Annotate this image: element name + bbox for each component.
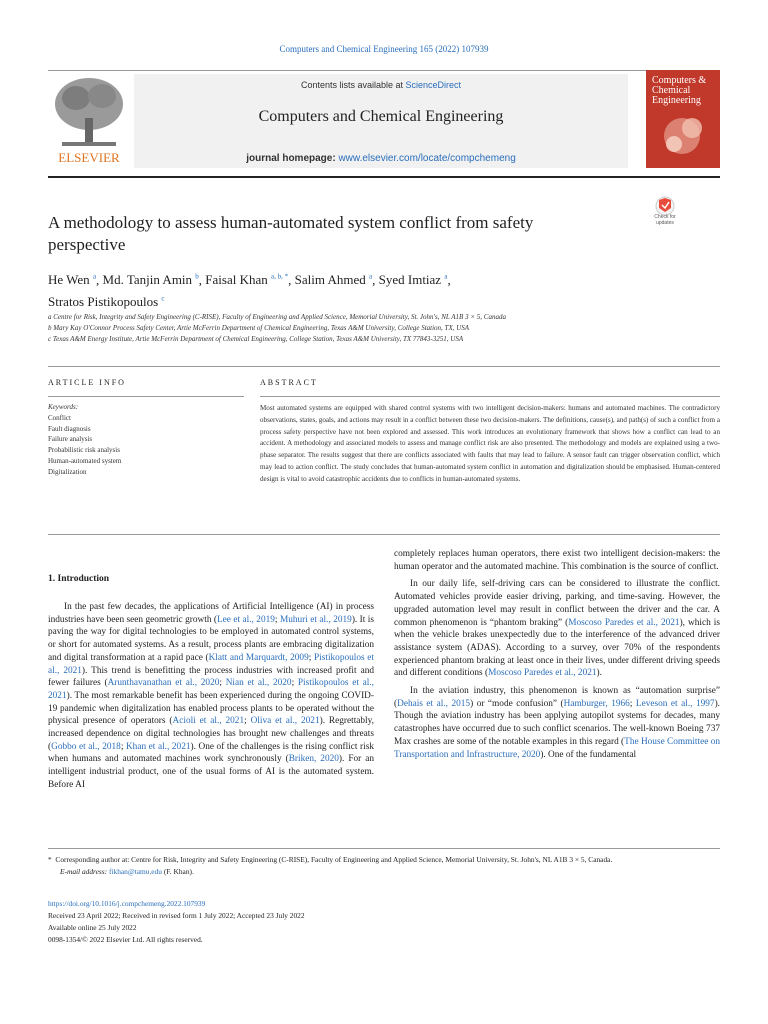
citation-link[interactable]: Nian et al., 2020 — [225, 678, 292, 689]
body-text: ) or “mode confusion” ( — [470, 698, 564, 709]
citation-link[interactable]: Arunthavanathan et al., 2020 — [107, 678, 220, 689]
body-column-right — [394, 548, 720, 766]
body-paragraph — [394, 548, 720, 573]
copyright: 0098-1354/© 2022 Elsevier Ltd. All rights reserved. — [48, 935, 203, 944]
body-column-left — [48, 601, 374, 797]
keyword: Fault diagnosis — [48, 424, 91, 433]
citation-link[interactable]: Lee et al., 2019 — [217, 614, 275, 625]
publication-history — [48, 898, 720, 946]
citation-link[interactable]: Klatt and Marquardt, 2009 — [208, 652, 309, 663]
citation-link[interactable]: Pistikopoulos et al., 2021 — [48, 652, 374, 676]
keywords-block — [48, 402, 248, 478]
email-link[interactable]: fikhan@tamu.edu — [109, 867, 162, 876]
body-text: ). The most remarkable benefit has been experienced during the ongoing COVID-19 pandemic when digitalization has enabled process plants to be operated without the physical presence of operators ( — [48, 690, 374, 727]
body-paragraph — [394, 685, 720, 761]
body-text: ). It is paving the way for digital technologies to be employed in automated control systems, or short for automated systems. As a result, process plants are embracing digitalization and digital transformation at a rapid pace ( — [48, 614, 374, 663]
body-text: ). For an intelligent industrial product, one of the usual forms of AI is the automated system. Before AI — [48, 754, 374, 790]
article-info-rule — [48, 396, 244, 397]
keyword: Digitalization — [48, 467, 87, 476]
homepage-prefix: journal homepage: — [246, 153, 339, 164]
journal-title: Computers and Chemical Engineering — [258, 108, 504, 125]
homepage-link[interactable]: www.elsevier.com/locate/compchemeng — [338, 153, 516, 164]
citation-link[interactable]: Khan et al., 2021 — [125, 741, 191, 752]
corresponding-author-footnote — [48, 854, 720, 878]
citation-link[interactable]: Moscoso Paredes et al., 2021 — [568, 617, 680, 628]
body-text: ; — [308, 652, 314, 663]
elsevier-logo — [48, 74, 130, 168]
header-divider-bottom — [48, 176, 720, 178]
abstract-rule — [260, 396, 720, 397]
author[interactable]: Faisal Khan $^{a, b, *}$ — [205, 272, 289, 288]
body-text: ), which is when the vehicle brakes unexpectedly due to the interference of the advanced driver assistance system (ADAS). According to a survey, over 70% of the respondents experienced phantom braking at least once in their lives, under different driving speeds and different conditions ( — [394, 617, 720, 679]
citation-link[interactable]: Leveson et al., 1997 — [635, 698, 715, 709]
keyword: Probabilistic risk analysis — [48, 446, 120, 455]
keyword: Failure analysis — [48, 435, 93, 444]
affiliation: c Texas A&M Energy Institute, Artie McFerrin Department of Chemical Engineering, College Station, Texas A&M University, TX 77843-3251, USA — [48, 335, 464, 343]
received-dates: Received 23 April 2022; Received in revised form 1 July 2022; Accepted 23 July 2022 — [48, 911, 305, 920]
author[interactable]: He Wen $^a$ — [48, 272, 97, 288]
citation-link[interactable]: Oliva et al., 2021 — [250, 716, 320, 727]
doi-link[interactable]: https://doi.org/10.1016/j.compchemeng.2022.107939 — [48, 899, 206, 908]
sciencedirect-link[interactable]: ScienceDirect — [405, 80, 462, 90]
citation-link[interactable]: Moscoso Paredes et al., 2021 — [488, 668, 597, 679]
available-online: Available online 25 July 2022 — [48, 923, 137, 932]
body-text: ; — [244, 716, 251, 727]
abstract-text: Most automated systems are equipped with shared control systems with two intelligent decision-makers: humans and automated machines. The contradictory observations, states, goals, and actions may result in a conflict between these two decision-makers. The definitions, cause(s), and path(s) of such a conflict from a process safety perspective have not been explored and assessed. This work introduces an evolutionary framework that shows how a conflict can lead to an accident. A methodology and associated models to assess and manage conflict risk are also presented. The methodology and models are explained using a two-phase separator. The results suggest that there are conflicts associated with faults that may lead to failure. A sensor fault can trigger observation conflict, which may lead to action conflict. The study concludes that human-automated system conflict in automation and digitalization should be emphasised. Human-centered design is vital to avoid catastrophic accidents due to conflicts in human-automated systems. — [260, 404, 720, 483]
section-heading-introduction: 1. Introduction — [48, 574, 110, 584]
citation-link[interactable]: Acioli et al., 2021 — [172, 716, 245, 727]
email-label: E-mail address: — [60, 867, 109, 876]
body-text: In the aviation industry, this phenomenon is known as “automation surprise” ( — [394, 686, 720, 709]
journal-cover-image[interactable] — [646, 70, 720, 168]
homepage-line — [134, 153, 628, 164]
abstract-heading: ABSTRACT — [260, 378, 318, 387]
check-for-updates-label: Check for updates — [654, 214, 676, 226]
body-text: ). Though the aviation industry has been applying autopilot systems for decades, many catastrophes have occurred due to such conflict scenarios. The well-known Boeing 737 Max crashes are some of the notable examples in this regard ( — [394, 698, 720, 747]
body-text: In our daily life, self-driving cars can be considered to illustrate the conflict. Automated vehicles provide easier driving, parking, and time-saving. However, the upgraded automation level may result in conflict between the driver and the car. A common phenomenon is “phantom braking” ( — [394, 579, 720, 628]
body-text: ; — [219, 678, 226, 689]
author[interactable]: Syed Imtiaz $^a$ — [378, 272, 448, 288]
body-text: ; — [629, 698, 636, 709]
citation-link[interactable]: Muhuri et al., 2019 — [279, 614, 352, 625]
corresponding-author-text: Corresponding author at: Centre for Risk, Integrity and Safety Engineering (C-RISE), Faculty of Engineering and Applied Science, Memorial University, St. John's, NL A1B 3 × 5, Canada. — [55, 855, 613, 864]
citation-link[interactable]: Briken, 2020 — [288, 754, 339, 765]
author-list: He Wen $^a$, Md. Tanjin Amin $^b$, Faisal Khan $^{a, b, *}$, Salim Ahmed $^a$, Syed Imtiaz $^a$, Stratos Pistikopoulos $^c$ — [48, 272, 451, 309]
cover-title: Computers & Chemical Engineering — [652, 75, 707, 106]
citation-link[interactable]: Dehais et al., 2015 — [397, 698, 471, 709]
body-text: In the past few decades, the applications of Artificial Intelligence (AI) in process industries have been seen geometric growth ( — [48, 602, 374, 625]
affiliation: a Centre for Risk, Integrity and Safety Engineering (C-RISE), Faculty of Engineering and Applied Science, Memorial University, St. John's, NL A1B 3 × 5, Canada — [48, 313, 506, 321]
citation-link[interactable]: Hamburger, 1966 — [563, 698, 630, 709]
cover-art-icon — [646, 70, 720, 168]
body-text: ). This trend is benefitting the process industries with increased profit and fewer failures ( — [48, 665, 374, 689]
info-divider — [48, 366, 720, 367]
body-text: ; — [274, 614, 280, 625]
author[interactable]: Md. Tanjin Amin $^b$ — [102, 272, 199, 288]
body-text: completely replaces human operators, there exist two intelligent decision-makers: the human operator and the automated machine. This combination is the source of conflict. — [394, 549, 720, 572]
publisher-name: ELSEVIER — [58, 150, 120, 165]
body-text: ; — [120, 741, 126, 752]
contents-line — [134, 80, 628, 90]
keyword: Conflict — [48, 413, 71, 422]
article-info-heading: ARTICLE INFO — [48, 378, 126, 387]
footnote-star: * — [48, 855, 52, 864]
keywords-label: Keywords: — [48, 403, 79, 411]
citation-link[interactable]: Pistikopoulos et al., 2021 — [48, 678, 374, 701]
affiliations — [48, 312, 688, 345]
body-text: ; — [291, 678, 298, 689]
email-suffix: (F. Khan). — [161, 867, 194, 876]
paper-title: A methodology to assess human-automated system conflict from safety perspective — [48, 213, 534, 254]
citation-link[interactable]: Gobbo et al., 2018 — [51, 741, 121, 752]
author[interactable]: Stratos Pistikopoulos $^c$ — [48, 293, 165, 309]
elsevier-tree-logo — [48, 74, 130, 168]
keyword: Human-automated system — [48, 456, 122, 465]
header-divider-top — [48, 70, 720, 71]
footnote-divider — [48, 848, 720, 849]
body-text: ). Regrettably, increased dependence on digital technologies has brought new challenges and threats ( — [48, 716, 374, 752]
body-paragraph — [394, 578, 720, 680]
body-divider — [48, 534, 720, 535]
author[interactable]: Salim Ahmed $^a$ — [294, 272, 373, 288]
body-text: ). One of the fundamental — [540, 749, 637, 760]
body-paragraph — [48, 601, 374, 792]
journal-reference[interactable]: Computers and Chemical Engineering 165 (2022) 107939 — [279, 44, 489, 54]
contents-prefix: Contents lists available at — [300, 80, 406, 90]
check-for-updates-icon — [646, 196, 684, 216]
citation-link[interactable]: The House Committee on Transportation and Infrastructure, 2020 — [394, 736, 720, 760]
body-text: ). One of the challenges is the rising conflict risk when humans and automated machines work synchronously ( — [48, 741, 374, 765]
affiliation: b Mary Kay O'Connor Process Safety Center, Artie McFerrin Department of Chemical Engineering, Texas A&M University, College Station, TX, USA — [48, 324, 470, 332]
body-text: ). — [596, 668, 602, 679]
